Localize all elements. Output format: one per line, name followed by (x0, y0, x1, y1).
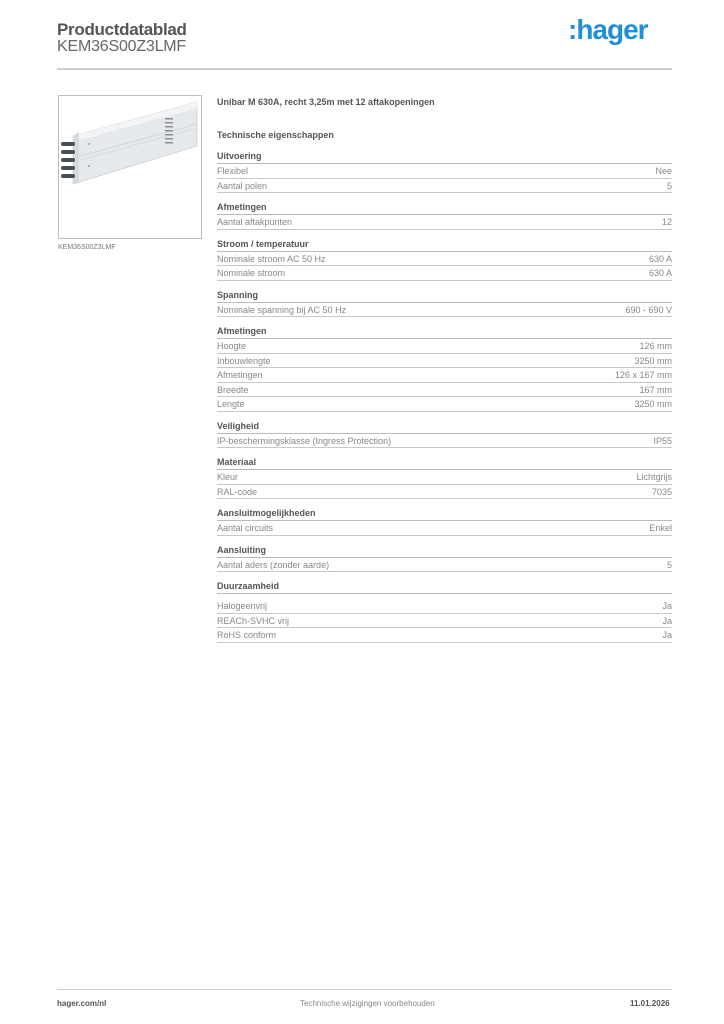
spec-row (217, 164, 672, 179)
section-veiligheid (217, 420, 672, 449)
spec-label: Aantal circuits (217, 523, 274, 533)
spec-value: 7035 (651, 486, 672, 497)
spec-value: Ja (662, 601, 672, 611)
spec-value: Enkel (649, 523, 672, 533)
spec-row (217, 215, 672, 230)
spec-row (217, 266, 672, 281)
spec-label: Nominale spanning bij AC 50 Hz (217, 304, 347, 315)
spec-label: Kleur (217, 472, 239, 482)
section-materiaal (217, 456, 672, 499)
spec-row (217, 354, 672, 369)
section-stroom-temperatuur (217, 238, 672, 281)
spec-label: REACh-SVHC vrij (217, 615, 290, 626)
spec-label: Flexibel (217, 166, 249, 176)
section-spanning (217, 289, 672, 318)
spec-row (217, 303, 672, 318)
footer-date: 11.01.2026 (630, 999, 670, 1008)
spec-value: Ja (662, 615, 672, 626)
spec-row (217, 628, 672, 643)
section-title: Uitvoering (217, 150, 672, 164)
spec-label: Afmetingen (217, 370, 263, 380)
section-afmetingen-2 (217, 325, 672, 412)
spec-value: 126 x 167 mm (614, 370, 672, 380)
spec-value: Ja (662, 630, 672, 640)
spec-value: 630 A (648, 253, 672, 264)
section-title: Veiligheid (217, 420, 672, 434)
document-title: Productdatablad (57, 20, 187, 39)
spec-row (217, 383, 672, 398)
product-image (58, 95, 202, 239)
section-title: Stroom / temperatuur (217, 238, 672, 252)
footer-website-link[interactable]: hager.com/nl (57, 999, 107, 1008)
spec-value: 5 (666, 180, 672, 191)
spec-label: Hoogte (217, 341, 247, 351)
busbar-illustration-icon (59, 96, 201, 238)
spec-label: Aantal polen (217, 180, 268, 191)
spec-row (217, 470, 672, 485)
section-title: Aansluitmogelijkheden (217, 507, 672, 521)
spec-value: 5 (666, 559, 672, 570)
spec-label: Breedte (217, 384, 249, 395)
spec-label: Nominale stroom AC 50 Hz (217, 253, 326, 264)
spec-row (217, 434, 672, 449)
footer-divider (57, 989, 672, 990)
spec-value: 126 mm (639, 341, 672, 351)
spec-label: Nominale stroom (217, 268, 286, 278)
footer-disclaimer: Technische wijzigingen voorbehouden (300, 999, 435, 1008)
spec-row (217, 339, 672, 354)
section-uitvoering (217, 150, 672, 193)
header-divider (57, 68, 672, 70)
spec-label: RoHS conform (217, 630, 277, 640)
section-title: Afmetingen (217, 201, 672, 215)
spec-value: Nee (655, 166, 672, 176)
product-description: Unibar M 630A, recht 3,25m met 12 aftakopeningen (217, 97, 435, 107)
section-title: Afmetingen (217, 325, 672, 339)
spec-row (217, 558, 672, 573)
section-aansluitmogelijkheden (217, 507, 672, 536)
spec-row (217, 397, 672, 412)
product-code: KEM36S00Z3LMF (57, 38, 187, 55)
spec-value: Lichtgrijs (636, 472, 672, 482)
spec-row (217, 599, 672, 614)
spec-row (217, 614, 672, 629)
spec-label: Lengte (217, 399, 245, 409)
hager-logo: :hager (568, 14, 648, 45)
spec-row (217, 179, 672, 194)
spec-label: Aantal aders (zonder aarde) (217, 559, 330, 570)
spec-value: 12 (661, 217, 672, 227)
spec-label: RAL-code (217, 486, 258, 497)
spec-value: 167 mm (639, 384, 672, 395)
spec-value: IP55 (653, 435, 672, 446)
spec-value: 3250 mm (634, 399, 672, 409)
spec-value: 690 - 690 V (625, 304, 672, 315)
section-afmetingen-1 (217, 201, 672, 230)
spec-value: 3250 mm (634, 355, 672, 366)
spec-row (217, 485, 672, 500)
spec-label: IP-beschermingsklasse (Ingress Protection) (217, 435, 392, 446)
section-title: Materiaal (217, 456, 672, 470)
section-title: Duurzaamheid (217, 580, 672, 594)
spec-label: Aantal aftakpunten (217, 217, 293, 227)
section-aansluiting (217, 544, 672, 573)
section-duurzaamheid (217, 580, 672, 643)
section-title: Spanning (217, 289, 672, 303)
spec-label: Inbouwlengte (217, 355, 271, 366)
section-title: Aansluiting (217, 544, 672, 558)
specifications (217, 95, 672, 643)
spec-label: Halogeenvrij (217, 601, 268, 611)
image-caption: KEM36S00Z3LMF (58, 244, 116, 251)
technical-properties-title: Technische eigenschappen (217, 130, 334, 140)
spec-row (217, 368, 672, 383)
spec-row (217, 252, 672, 267)
spec-value: 630 A (648, 268, 672, 278)
spec-row (217, 521, 672, 536)
